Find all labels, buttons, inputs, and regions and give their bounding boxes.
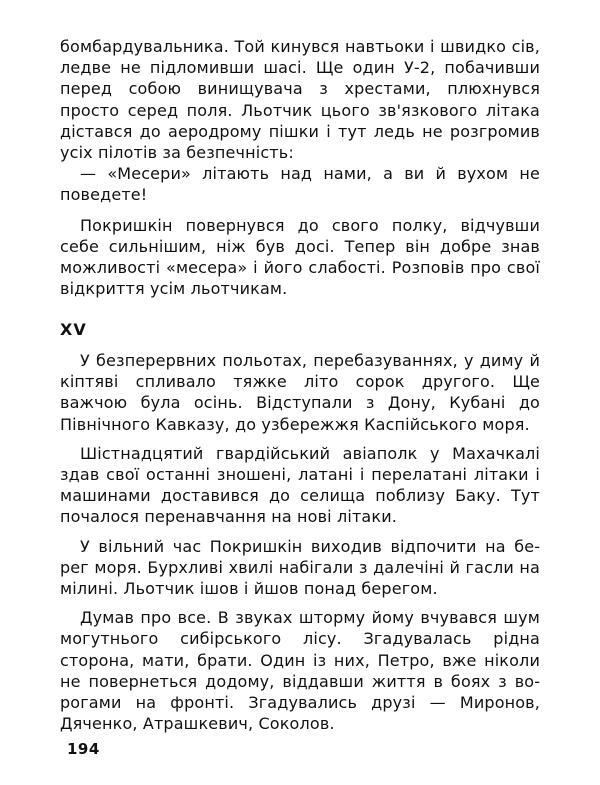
text-block-top (60, 36, 540, 307)
page-number: 194 (67, 740, 100, 758)
paragraph: У безперервних польотах, перебазуваннях, у диму й кіптяві спливало тяжке літо сорок другого. Ще важчою була осінь. Відступали з Дону, Кубані до Північного Кавказу, до узбережжя Каспійського моря. (60, 351, 540, 434)
paragraph: У вільний час Покришкін виходив відпочити на берег моря. Бурхливі хвилі набігали з далечіні й гасли на мілині. Льотчик ішов і йшов понад берегом. (60, 536, 540, 599)
chapter-heading: XV (60, 320, 87, 339)
text-block-bottom (60, 350, 540, 742)
paragraph-dialogue: — «Месери» літають над нами, а ви й вухом не поведете! (60, 164, 540, 205)
paragraph-continued: бомбардувальника. Той кинувся навтьоки і швидко сів, ледве не підломивши шасі. Ще один У-2, побачивши перед собою винищувача з хрестами, плюхнувся просто серед поля. Льотчик цього зв'язкового літака дістався до аеродрому пішки і тут ледь не розгромив усіх пілотів за безпечність: (60, 37, 540, 163)
paragraph: Покришкін повернувся до свого полку, відчувши себе сильнішим, ніж був досі. Тепер він добре знав можливості «месера» і його слабості. Розповів про свої відкриття усім льотчикам. (60, 215, 540, 299)
paragraph: Думав про все. В звуках шторму йому вчувався шум могутнього сибірського лісу. Згадувалась рідна сторона, мати, брати. Один із них, Петро, вже ніколи не повернеться додому, віддавши життя в боях з ворогами на фронті. Згадувались друзі — Миронов, Дяченко, Атрашкевич, Соколов. (60, 608, 540, 734)
paragraph: Шістнадцятий гвардійський авіаполк у Махачкалі здав свої останні зношені, латані і перелатані літаки і машинами доставився до селища поблизу Баку. Тут почалося перенавчання на нові літаки. (60, 443, 540, 527)
